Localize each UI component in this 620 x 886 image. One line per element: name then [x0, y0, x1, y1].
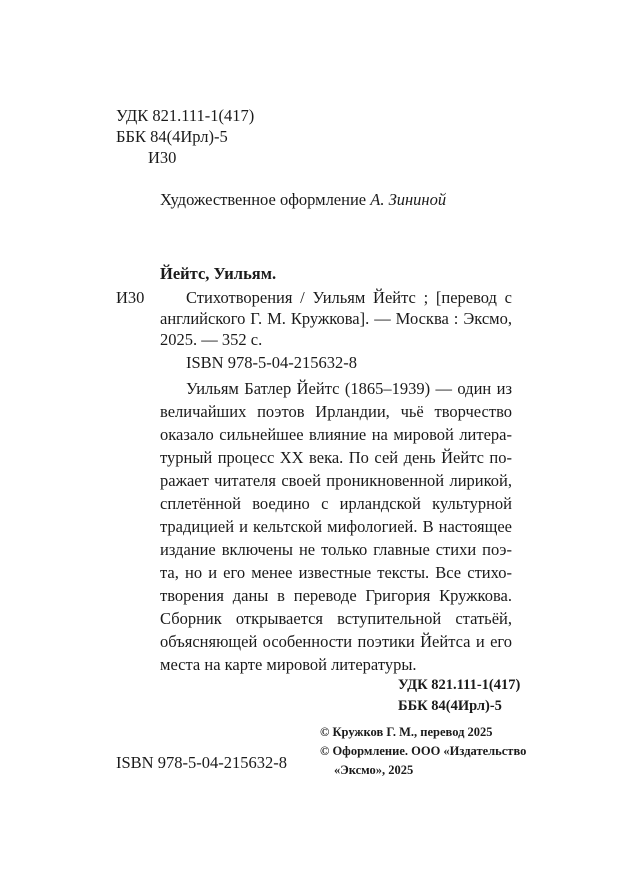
annotation-line: традицией и кельтской мифологией. В настоящее	[160, 517, 512, 536]
footer-isbn: ISBN 978-5-04-215632-8	[116, 753, 287, 772]
annotation-line: Уильям Батлер Йейтс (1865–1939) — один из	[186, 379, 512, 398]
annotation-line: издание включены не только главные стихи поэ-	[160, 540, 512, 559]
annotation-line: величайших поэтов Ирландии, чьё творчество	[160, 402, 512, 421]
design-credit	[160, 190, 446, 209]
udk-code: УДК 821.111-1(417)	[116, 106, 255, 125]
author-sign: И30	[148, 148, 177, 167]
bib-author-sign: И30	[116, 288, 145, 307]
title-line-2: английского Г. М. Кружкова]. — Москва : Эксмо,	[160, 309, 512, 328]
annotation-line: турный процесс XX века. По сей день Йейтс по-	[160, 448, 512, 467]
design-credit-label: Художественное оформление	[160, 190, 367, 209]
copyright-design: © Оформление. ООО «Издательство	[320, 744, 527, 758]
copyright-publisher: «Эксмо», 2025	[334, 763, 414, 777]
annotation-line: творения даны в переводе Григория Кружкова.	[160, 586, 512, 605]
bbk-code: ББК 84(4Ирл)-5	[116, 127, 228, 146]
design-credit-designer: А. Зининой	[370, 190, 447, 209]
annotation-line: объясняющей особенности поэтики Йейтса и его	[160, 632, 512, 651]
copyright-translation: © Кружков Г. М., перевод 2025	[320, 725, 493, 739]
author-heading: Йейтс, Уильям.	[160, 264, 277, 283]
bib-isbn: ISBN 978-5-04-215632-8	[186, 353, 357, 372]
title-line-3: 2025. — 352 с.	[160, 330, 263, 349]
annotation-line: ражает читателя своей проникновенной лирикой,	[160, 471, 512, 490]
annotation-line: та, но и его менее известные тексты. Все стихо-	[160, 563, 512, 582]
annotation-line: места на карте мировой литературы.	[160, 655, 417, 674]
bib-udk-code: УДК 821.111-1(417)	[398, 677, 521, 693]
bib-bbk-code: ББК 84(4Ирл)-5	[398, 698, 502, 714]
title-line-1: Стихотворения / Уильям Йейтс ; [перевод с	[186, 288, 512, 307]
annotation-line: сплетённой воедино с ирландской культурной	[160, 494, 512, 513]
annotation-line: оказало сильнейшее влияние на мировой литера-	[160, 425, 512, 444]
annotation-line: Сборник открывается вступительной статьёй,	[160, 609, 512, 628]
